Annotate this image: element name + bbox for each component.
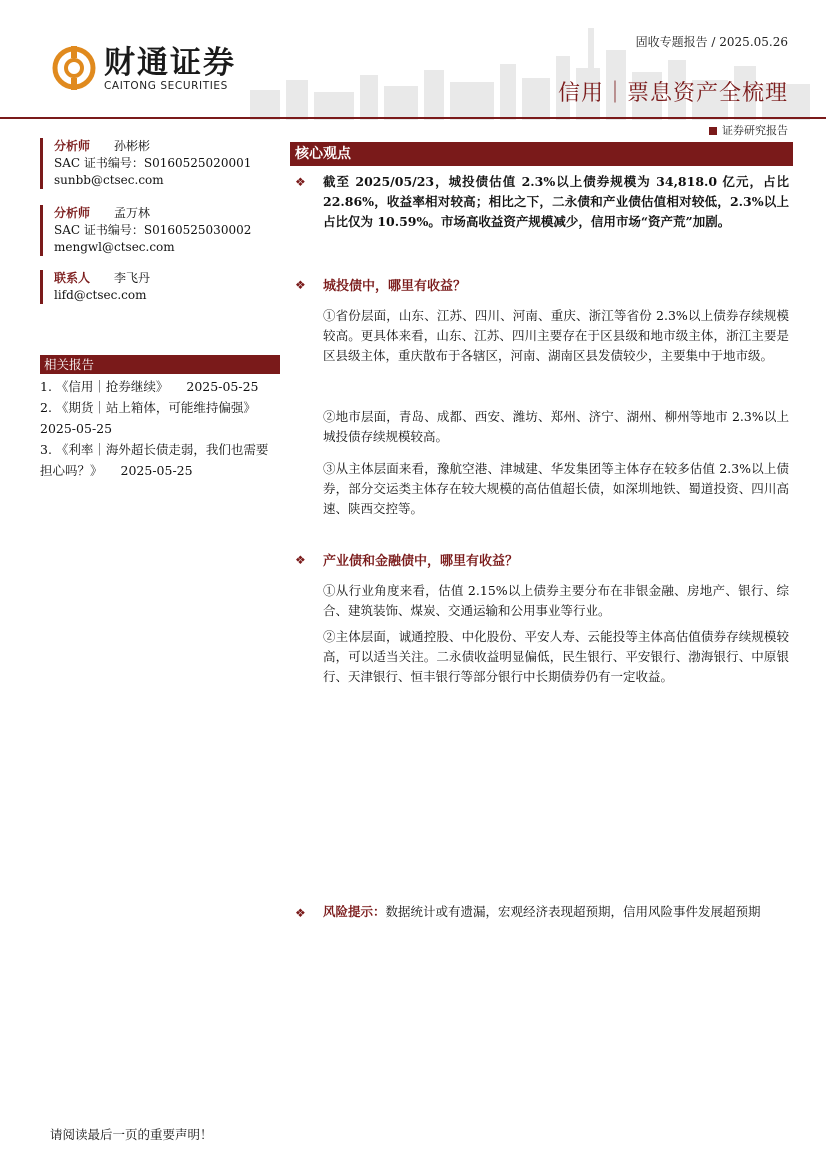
related-report-title: 3. 《利率｜海外超长债走弱，我们也需要担心吗？》 [40, 442, 269, 478]
bullet-icon: ❖ [295, 553, 306, 567]
core-views-heading: 核心观点 [290, 142, 793, 166]
analyst-name: 孟万林 [114, 206, 151, 220]
analyst-role: 分析师 [54, 206, 91, 220]
related-report-item[interactable] [40, 397, 278, 439]
section-paragraph: ③从主体层面来看，豫航空港、津城建、华发集团等主体存在较多估值 2.3%以上债券，部分交运类主体存在较大规模的高估值超长债，如深圳地铁、蜀道投资、四川高速、陕西交控等。 [323, 461, 789, 516]
analyst-sac: SAC 证书编号：S0160525030002 [54, 223, 252, 237]
section-paragraph: ②主体层面，诚通控股、中化股份、平安人寿、云能投等主体高估值债券存续规模较高，可以适当关注。二永债收益明显偏低，民生银行、平安银行、渤海银行、中原银行、天津银行、恒丰银行等部分银行中长期债券仍有一定收益。 [323, 629, 789, 684]
contact-card [40, 270, 294, 304]
report-title: 信用｜票息资产全梳理 [557, 81, 788, 106]
section-paragraph: ①从行业角度来看，估值 2.15%以上债券主要分布在非银金融、房地产、银行、综合、建筑装饰、煤炭、交通运输和公用事业等行业。 [323, 583, 789, 618]
risk-text: 数据统计或有遗漏，宏观经济表现超预期，信用风险事件发展超预期 [385, 904, 761, 919]
related-report-title: 1. 《信用｜抢券继续》 [40, 379, 169, 394]
risk-warning [323, 902, 789, 922]
bullet-icon: ❖ [295, 278, 306, 292]
section-paragraph: ①省份层面，山东、江苏、四川、河南、重庆、浙江等省份 2.3%以上债券存续规模较高。更具体来看，山东、江苏、四川主要存在于区县级和地市级主体，浙江主要是区县级主体，重庆散布于各辖区，河南、湖南区县发债较少，主要集中于地市级。 [323, 308, 789, 363]
footer-disclaimer-note: 请阅读最后一页的重要声明！ [50, 1127, 213, 1142]
related-reports-heading: 相关报告 [40, 355, 280, 374]
report-meta: 固收专题报告 / 2025.05.26 [635, 35, 788, 49]
related-reports-list [40, 376, 278, 481]
report-type-label: 证券研究报告 [709, 122, 788, 138]
related-report-item[interactable] [40, 376, 278, 397]
analyst-card [40, 138, 294, 189]
related-report-title: 2. 《期货｜站上箱体，可能维持偏强》 [40, 400, 256, 415]
bullet-icon: ❖ [295, 906, 306, 920]
logo-english-name: CAITONG SECURITIES [104, 80, 228, 92]
related-report-item[interactable] [40, 439, 278, 481]
contact-email[interactable]: lifd@ctsec.com [54, 288, 147, 302]
section-paragraph: ②地市层面，青岛、成都、西安、潍坊、郑州、济宁、湖州、柳州等地市 2.3%以上城投债存续规模较高。 [323, 409, 789, 444]
analyst-sac: SAC 证书编号：S0160525020001 [54, 156, 252, 170]
header-divider [0, 117, 826, 119]
related-report-date: 2025-05-25 [40, 421, 113, 436]
section-title-industrial-financial: 产业债和金融债中，哪里有收益？ [323, 554, 519, 569]
analyst-card [40, 205, 294, 256]
analyst-email[interactable]: sunbb@ctsec.com [54, 173, 164, 187]
risk-label: 风险提示： [323, 904, 386, 919]
analyst-role: 分析师 [54, 139, 91, 153]
contact-name: 李飞丹 [114, 271, 151, 285]
analyst-name: 孙彬彬 [114, 139, 151, 153]
company-logo [52, 46, 242, 96]
section-title-chengtou: 城投债中，哪里有收益？ [323, 279, 467, 294]
bullet-icon: ❖ [295, 175, 306, 189]
related-report-date: 2025-05-25 [186, 379, 259, 394]
contact-role: 联系人 [54, 271, 91, 285]
logo-chinese-name: 财通证券 [104, 45, 236, 81]
logo-emblem-icon [52, 46, 96, 90]
summary-paragraph: 截至 2025/05/23，城投债估值 2.3%以上债券规模为 34,818.0 亿元，占比 22.86%，收益率相对较高；相比之下，二永债和产业债估值相对较低，2.3%以上占比仅为 10.59%。市场高收益资产规模减少，信用市场“资产荒”加剧。 [323, 174, 789, 229]
analyst-email[interactable]: mengwl@ctsec.com [54, 240, 175, 254]
related-report-date: 2025-05-25 [120, 463, 193, 478]
